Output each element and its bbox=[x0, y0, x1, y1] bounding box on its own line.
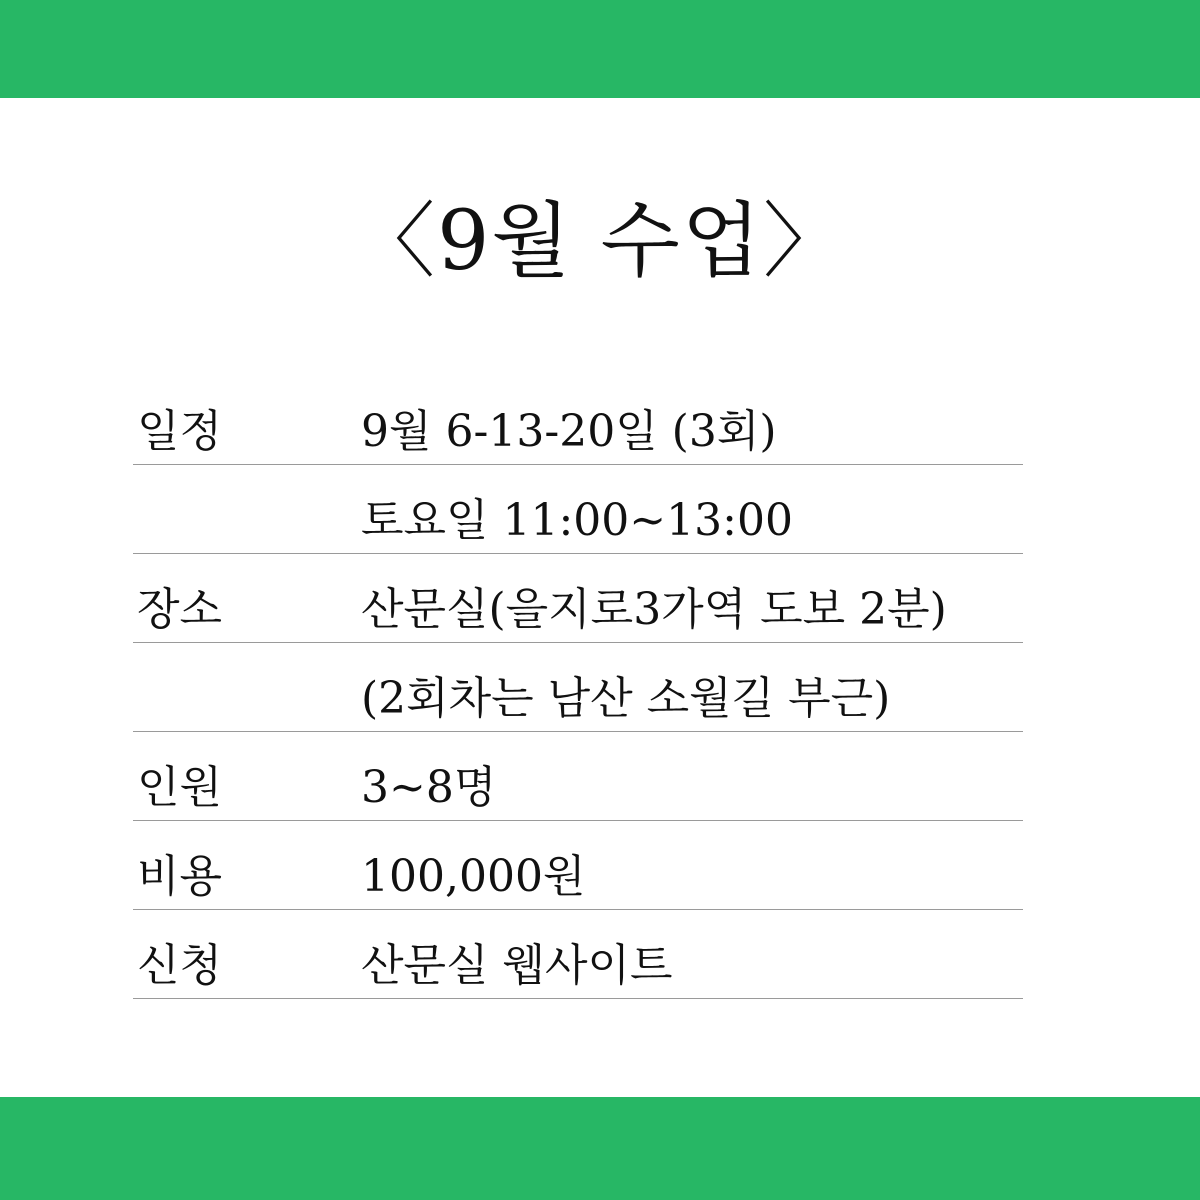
info-row-location bbox=[133, 554, 1023, 643]
info-label: 인원 bbox=[137, 762, 223, 813]
info-row-capacity bbox=[133, 732, 1023, 821]
info-row-location-note bbox=[133, 643, 1023, 732]
info-value: 3~8명 bbox=[361, 762, 497, 813]
info-value: 산문실(을지로3가역 도보 2분) bbox=[361, 584, 947, 635]
info-value: 9월 6-13-20일 (3회) bbox=[361, 406, 777, 457]
info-label: 일정 bbox=[137, 406, 223, 457]
info-row-time bbox=[133, 465, 1023, 554]
page-title: 〈9월 수업〉 bbox=[353, 194, 847, 289]
info-value: 100,000원 bbox=[361, 851, 586, 902]
info-value: 토요일 11:00~13:00 bbox=[361, 495, 793, 546]
info-value: 산문실 웹사이트 bbox=[361, 940, 673, 991]
info-label: 신청 bbox=[137, 940, 223, 991]
info-value: (2회차는 남산 소월길 부근) bbox=[361, 673, 891, 724]
top-green-band bbox=[0, 0, 1200, 98]
info-row-fee bbox=[133, 821, 1023, 910]
bottom-green-band bbox=[0, 1097, 1200, 1200]
class-info-table bbox=[133, 376, 1023, 999]
info-row-schedule bbox=[133, 376, 1023, 465]
info-label: 장소 bbox=[137, 584, 223, 635]
info-label: 비용 bbox=[137, 851, 223, 902]
info-row-application bbox=[133, 910, 1023, 999]
